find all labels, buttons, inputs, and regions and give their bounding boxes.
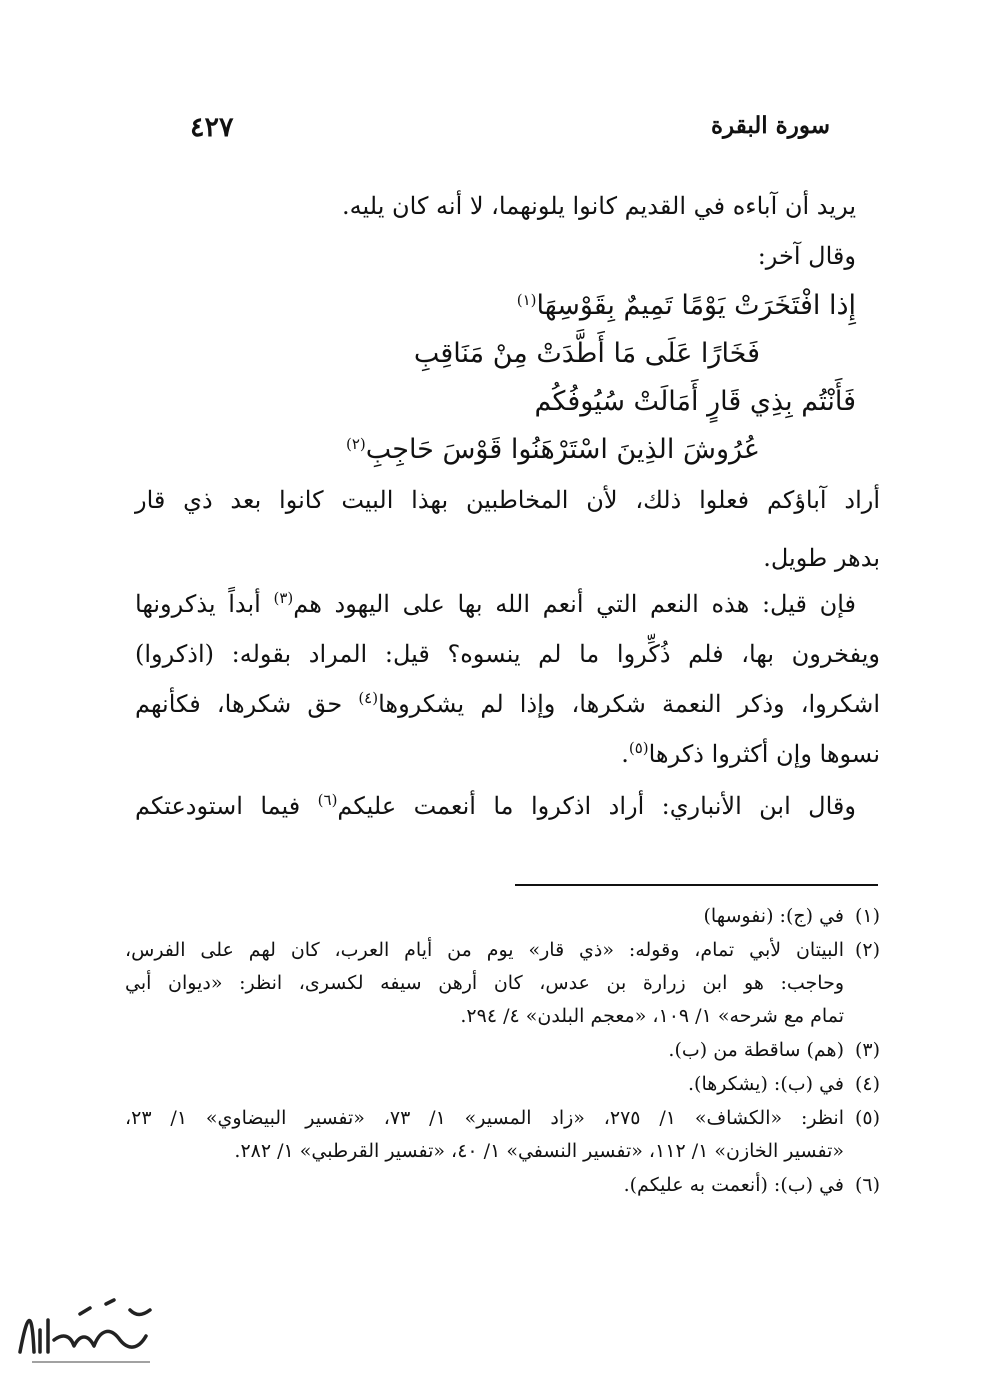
footnote-number: (٣) <box>854 1039 880 1061</box>
text-segment: اشكروا، وذكر النعمة شكرها، وإذا لم يشكروها <box>378 690 880 718</box>
text-segment: وقال ابن الأنباري: أراد اذكروا ما أنعمت عليكم <box>337 792 856 820</box>
text-segment: فيما استودعتكم <box>135 792 318 820</box>
verse-text: عُرُوشَ الذِينَ اسْتَرْهَنُوا قَوْسَ حَاجِبِ <box>365 434 760 465</box>
text-line: ويفخرون بها، فلم ذُكِّروا ما لم ينسوه؟ قيل: المراد بقوله: (اذكروا) <box>135 640 880 668</box>
footnote-line: وحاجب: هو ابن زرارة بن عدس، كان أرهن سيفه لكسرى، انظر: «ديوان أبي <box>125 972 844 994</box>
text-segment: أبداً يذكرونها <box>135 590 274 618</box>
text-segment: نسوها وإن أكثروا ذكرها <box>648 740 880 768</box>
footnote <box>125 1169 880 1202</box>
footnote-ref: (١) <box>516 291 537 309</box>
text-line: وقال آخر: <box>757 242 856 270</box>
footnote-number: (٦) <box>854 1174 880 1196</box>
footnote-ref: (٥) <box>628 739 649 757</box>
verse-text: إِذا افْتَخَرَتْ يَوْمًا تَمِيمٌ بِقَوْسِهَا <box>536 290 856 321</box>
text-line <box>135 688 880 738</box>
footnotes <box>125 900 880 1203</box>
footnote <box>125 1102 880 1168</box>
footnote-line: انظر: «الكشاف» ١/ ٢٧٥، «زاد المسير» ١/ ٧٣، «تفسير البيضاوي» ١/ ٢٣، <box>125 1107 844 1129</box>
watermark-logo-icon <box>10 1290 170 1370</box>
text-line: أراد آباؤكم فعلوا ذلك، لأن المخاطبين بهذا البيت كانوا بعد ذي قار <box>135 486 880 514</box>
footnote-text <box>125 934 844 1033</box>
text-line <box>135 738 880 790</box>
surah-name: سورة البقرة <box>710 112 830 139</box>
page-header <box>190 112 830 156</box>
poetry-verse <box>135 428 880 484</box>
footnote-number: (٤) <box>854 1073 880 1095</box>
footnote-line: تمام مع شرحه» ١/ ١٠٩، «معجم البلدن» ٤/ ٢٩٤. <box>460 1005 844 1027</box>
footnote-line: في (ب): (أنعمت به عليكم). <box>623 1174 844 1196</box>
footnote-number: (١) <box>854 905 880 927</box>
text-segment: فإن قيل: هذه النعم التي أنعم الله بها على اليهود هم <box>293 590 856 618</box>
text-line <box>135 588 880 638</box>
footnote-line: البيتان لأبي تمام، وقوله: «ذي قار» يوم من أيام العرب، كان لهم على الفرس، <box>125 939 844 961</box>
text-line: بدهر طويل. <box>763 544 880 572</box>
footnote-number: (٢) <box>854 939 880 961</box>
footnote-text <box>125 1102 844 1168</box>
footnote <box>125 934 880 1033</box>
footnote-ref: (٢) <box>345 435 366 453</box>
footnote-text <box>125 1169 844 1202</box>
poetry-verse: فَأَنْتُم بِذِي قَارٍ أَمَالَتْ سُيُوفُكُم <box>534 386 856 417</box>
footnote-ref: (٦) <box>317 791 338 809</box>
footnote-text <box>125 900 844 933</box>
main-text <box>135 190 880 840</box>
footnote-line: (هم) ساقطة من (ب). <box>668 1039 844 1061</box>
poetry-verse <box>135 284 880 332</box>
footnote-text <box>125 1068 844 1101</box>
footnote-line: في (ج): (نفوسها) <box>703 905 844 927</box>
page-number: ٤٢٧ <box>190 112 234 143</box>
text-line <box>135 790 880 840</box>
footnote-divider <box>515 884 878 886</box>
footnote <box>125 1034 880 1067</box>
footnote-line: «تفسير الخازن» ١/ ١١٢، «تفسير النسفي» ١/ ٤٠، «تفسير القرطبي» ١/ ٢٨٢. <box>234 1140 844 1162</box>
text-line: يريد أن آباءه في القديم كانوا يلونهما، لا أنه كان يليه. <box>342 192 856 220</box>
text-segment: حق شكرها، فكأنهم <box>135 690 359 718</box>
poetry-verse: فَخَارًا عَلَى مَا أَطَّدَتْ مِنْ مَنَاقِبِ <box>413 338 760 369</box>
footnote-ref: (٣) <box>273 589 294 607</box>
footnote <box>125 900 880 933</box>
footnote-number: (٥) <box>854 1107 880 1129</box>
footnote-text <box>125 1034 844 1067</box>
text-segment: . <box>621 740 629 768</box>
footnote-line: في (ب): (يشكرها). <box>688 1073 844 1095</box>
footnote-ref: (٤) <box>358 689 379 707</box>
footnote <box>125 1068 880 1101</box>
